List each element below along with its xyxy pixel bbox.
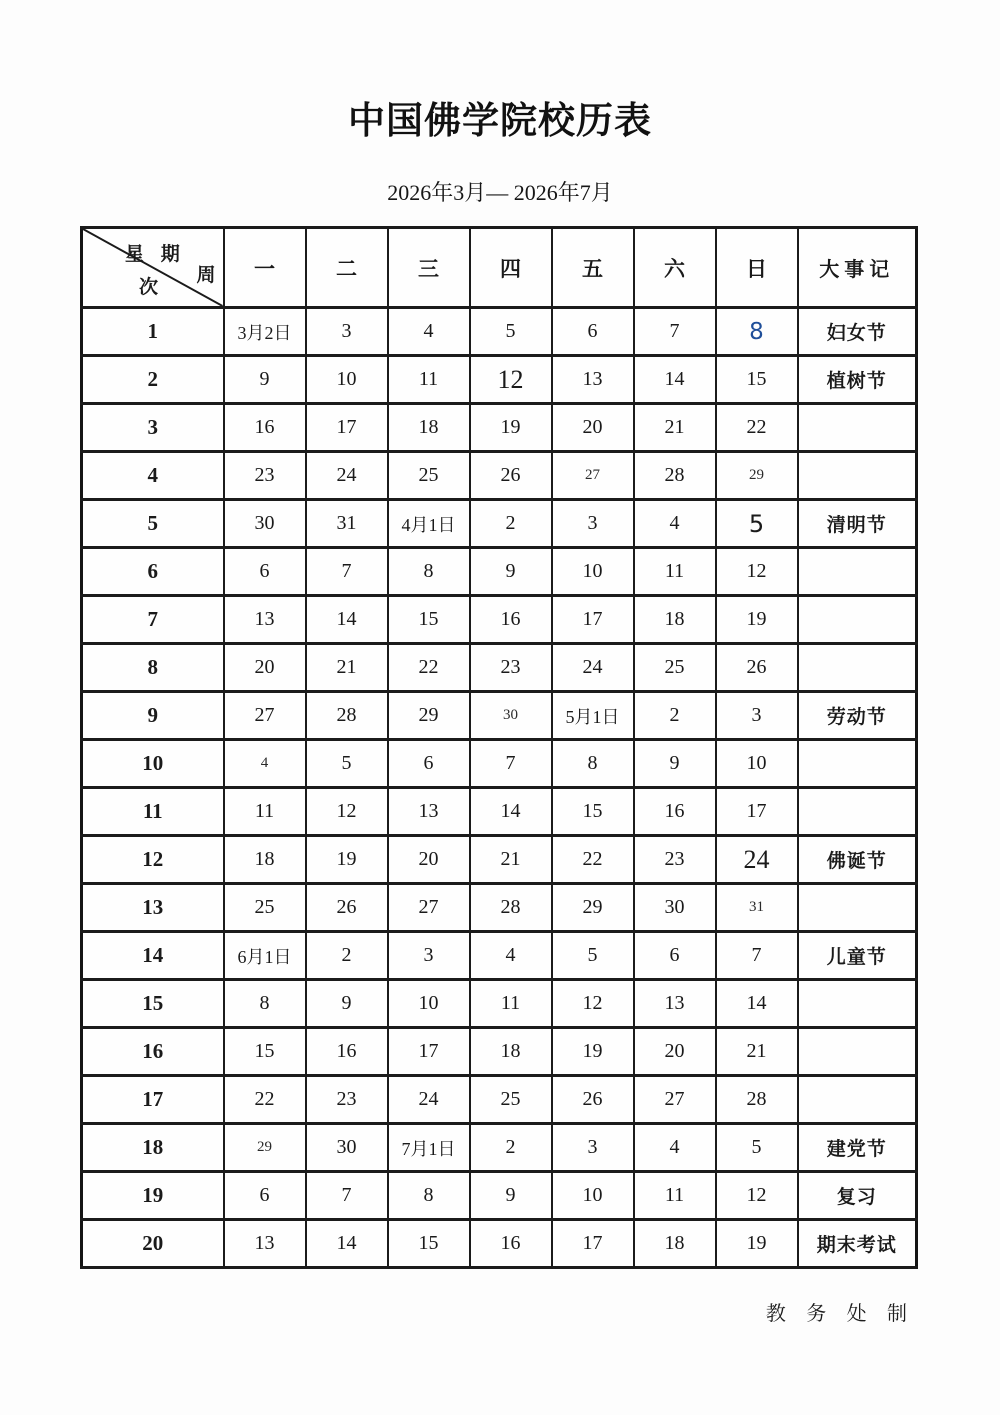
day-cell: 22 (388, 644, 470, 692)
day-cell: 27 (224, 692, 306, 740)
day-cell: 16 (634, 788, 716, 836)
day-cell: 23 (470, 644, 552, 692)
day-cell: 24 (306, 452, 388, 500)
day-cell: 5月1日 (552, 692, 634, 740)
header-row (82, 228, 917, 308)
day-cell: 23 (306, 1076, 388, 1124)
day-cell: 11 (224, 788, 306, 836)
calendar-row (82, 1028, 917, 1076)
event-cell: 佛诞节 (798, 836, 917, 884)
day-cell: 14 (306, 1220, 388, 1268)
event-cell (798, 788, 917, 836)
event-cell (798, 644, 917, 692)
day-cell: 22 (224, 1076, 306, 1124)
page-title: 中国佛学院校历表 (348, 101, 652, 142)
day-cell: 15 (388, 596, 470, 644)
calendar-row (82, 356, 917, 404)
day-header-tue: 二 (306, 228, 388, 308)
day-cell: 4 (388, 308, 470, 356)
event-cell (798, 1028, 917, 1076)
day-cell: 16 (306, 1028, 388, 1076)
event-cell: 儿童节 (798, 932, 917, 980)
day-cell: 23 (224, 452, 306, 500)
event-cell (798, 884, 917, 932)
week-number-cell: 16 (82, 1028, 224, 1076)
day-cell: 29 (716, 452, 798, 500)
day-cell: 13 (388, 788, 470, 836)
day-cell: 26 (552, 1076, 634, 1124)
calendar-row (82, 1076, 917, 1124)
day-cell: 10 (388, 980, 470, 1028)
day-cell: 4 (634, 500, 716, 548)
day-cell: 7 (470, 740, 552, 788)
day-cell: 24 (552, 644, 634, 692)
day-cell: 6 (552, 308, 634, 356)
day-cell: 14 (634, 356, 716, 404)
day-cell: 17 (306, 404, 388, 452)
week-number-cell: 17 (82, 1076, 224, 1124)
day-cell: 27 (634, 1076, 716, 1124)
day-cell: 7 (716, 932, 798, 980)
day-cell: 22 (716, 404, 798, 452)
day-cell: 5 (470, 308, 552, 356)
day-cell: 14 (306, 596, 388, 644)
day-cell: 9 (634, 740, 716, 788)
day-cell: 13 (552, 356, 634, 404)
day-cell: 18 (634, 596, 716, 644)
day-cell: 13 (224, 1220, 306, 1268)
day-cell: 18 (470, 1028, 552, 1076)
event-cell: 期末考试 (798, 1220, 917, 1268)
day-cell: 21 (634, 404, 716, 452)
corner-weekday-label: 星 期 (125, 244, 186, 265)
day-cell: 5 (716, 500, 798, 548)
day-cell: 6 (224, 548, 306, 596)
day-cell: 15 (388, 1220, 470, 1268)
day-cell: 12 (470, 356, 552, 404)
day-cell: 3 (552, 1124, 634, 1172)
day-cell: 8 (388, 548, 470, 596)
week-number-cell: 18 (82, 1124, 224, 1172)
day-cell: 12 (306, 788, 388, 836)
week-number-cell: 9 (82, 692, 224, 740)
day-cell: 8 (224, 980, 306, 1028)
corner-header-cell (82, 228, 224, 308)
corner-zhou-label: 周 (196, 265, 216, 286)
calendar-row (82, 500, 917, 548)
day-cell: 5 (306, 740, 388, 788)
day-cell: 13 (224, 596, 306, 644)
day-cell: 15 (552, 788, 634, 836)
calendar-row (82, 644, 917, 692)
calendar-row (82, 404, 917, 452)
day-cell: 20 (224, 644, 306, 692)
day-cell: 14 (470, 788, 552, 836)
week-number-cell: 13 (82, 884, 224, 932)
day-cell: 27 (552, 452, 634, 500)
day-cell: 3月2日 (224, 308, 306, 356)
day-cell: 6 (224, 1172, 306, 1220)
event-cell (798, 1076, 917, 1124)
day-cell: 2 (470, 1124, 552, 1172)
week-number-cell: 1 (82, 308, 224, 356)
week-number-cell: 5 (82, 500, 224, 548)
day-cell: 15 (716, 356, 798, 404)
week-number-cell: 14 (82, 932, 224, 980)
calendar-row (82, 932, 917, 980)
week-number-cell: 4 (82, 452, 224, 500)
day-cell: 4 (470, 932, 552, 980)
day-cell: 28 (716, 1076, 798, 1124)
day-cell: 6 (634, 932, 716, 980)
day-header-sat: 六 (634, 228, 716, 308)
week-number-cell: 10 (82, 740, 224, 788)
day-cell: 21 (470, 836, 552, 884)
event-cell: 清明节 (798, 500, 917, 548)
calendar-body (82, 308, 917, 1268)
calendar-row (82, 548, 917, 596)
day-cell: 16 (224, 404, 306, 452)
day-cell: 7 (634, 308, 716, 356)
week-number-cell: 8 (82, 644, 224, 692)
day-cell: 19 (306, 836, 388, 884)
day-cell: 13 (634, 980, 716, 1028)
calendar-row (82, 740, 917, 788)
day-cell: 3 (388, 932, 470, 980)
day-cell: 7月1日 (388, 1124, 470, 1172)
day-cell: 31 (306, 500, 388, 548)
week-number-cell: 19 (82, 1172, 224, 1220)
day-cell: 9 (470, 548, 552, 596)
day-cell: 12 (716, 1172, 798, 1220)
day-header-thu: 四 (470, 228, 552, 308)
day-cell: 16 (470, 596, 552, 644)
day-cell: 24 (716, 836, 798, 884)
day-cell: 25 (224, 884, 306, 932)
day-cell: 17 (388, 1028, 470, 1076)
day-cell: 18 (388, 404, 470, 452)
day-cell: 4月1日 (388, 500, 470, 548)
events-header: 大事记 (798, 228, 917, 308)
day-cell: 2 (470, 500, 552, 548)
day-cell: 9 (224, 356, 306, 404)
day-cell: 26 (306, 884, 388, 932)
day-cell: 14 (716, 980, 798, 1028)
corner-ci-label: 次 (139, 277, 159, 298)
day-cell: 25 (634, 644, 716, 692)
day-cell: 16 (470, 1220, 552, 1268)
event-cell: 建党节 (798, 1124, 917, 1172)
week-number-cell: 12 (82, 836, 224, 884)
calendar-row (82, 308, 917, 356)
day-cell: 18 (634, 1220, 716, 1268)
event-cell: 植树节 (798, 356, 917, 404)
day-cell: 26 (716, 644, 798, 692)
day-cell: 6月1日 (224, 932, 306, 980)
day-cell: 12 (716, 548, 798, 596)
day-cell: 10 (716, 740, 798, 788)
day-cell: 29 (552, 884, 634, 932)
day-cell: 5 (552, 932, 634, 980)
day-cell: 19 (716, 1220, 798, 1268)
calendar-row (82, 1220, 917, 1268)
footer-credit: 教 务 处 制 (765, 1301, 914, 1325)
day-cell: 10 (306, 356, 388, 404)
day-header-sun: 日 (716, 228, 798, 308)
calendar-table (80, 226, 918, 1269)
day-cell: 25 (388, 452, 470, 500)
event-cell: 复习 (798, 1172, 917, 1220)
event-cell (798, 404, 917, 452)
day-cell: 30 (634, 884, 716, 932)
event-cell (798, 980, 917, 1028)
calendar-row (82, 692, 917, 740)
day-cell: 17 (552, 1220, 634, 1268)
day-cell: 30 (224, 500, 306, 548)
day-cell: 6 (388, 740, 470, 788)
day-cell: 21 (306, 644, 388, 692)
calendar-row (82, 884, 917, 932)
week-number-cell: 6 (82, 548, 224, 596)
day-cell: 25 (470, 1076, 552, 1124)
event-cell: 妇女节 (798, 308, 917, 356)
day-cell: 28 (470, 884, 552, 932)
week-number-cell: 3 (82, 404, 224, 452)
day-cell: 8 (552, 740, 634, 788)
day-cell: 10 (552, 548, 634, 596)
day-cell: 8 (716, 308, 798, 356)
day-cell: 21 (716, 1028, 798, 1076)
day-cell: 9 (306, 980, 388, 1028)
day-cell: 10 (552, 1172, 634, 1220)
week-number-cell: 15 (82, 980, 224, 1028)
day-cell: 28 (634, 452, 716, 500)
day-cell: 3 (552, 500, 634, 548)
event-cell (798, 548, 917, 596)
calendar-row (82, 452, 917, 500)
day-cell: 28 (306, 692, 388, 740)
event-cell (798, 596, 917, 644)
week-number-cell: 11 (82, 788, 224, 836)
calendar-row (82, 788, 917, 836)
day-cell: 11 (470, 980, 552, 1028)
day-cell: 15 (224, 1028, 306, 1076)
day-cell: 8 (388, 1172, 470, 1220)
calendar-row (82, 1172, 917, 1220)
day-cell: 20 (388, 836, 470, 884)
week-number-cell: 20 (82, 1220, 224, 1268)
event-cell: 劳动节 (798, 692, 917, 740)
day-cell: 11 (388, 356, 470, 404)
day-cell: 2 (306, 932, 388, 980)
calendar-row (82, 596, 917, 644)
day-cell: 3 (306, 308, 388, 356)
day-cell: 5 (716, 1124, 798, 1172)
day-header-mon: 一 (224, 228, 306, 308)
day-cell: 27 (388, 884, 470, 932)
day-cell: 22 (552, 836, 634, 884)
date-range-subtitle: 2026年3月— 2026年7月 (387, 180, 613, 205)
calendar-row (82, 980, 917, 1028)
day-cell: 18 (224, 836, 306, 884)
day-cell: 4 (224, 740, 306, 788)
day-cell: 19 (470, 404, 552, 452)
calendar-row (82, 1124, 917, 1172)
day-cell: 11 (634, 1172, 716, 1220)
day-cell: 19 (716, 596, 798, 644)
day-cell: 30 (470, 692, 552, 740)
day-cell: 2 (634, 692, 716, 740)
day-cell: 17 (552, 596, 634, 644)
day-cell: 17 (716, 788, 798, 836)
day-cell: 29 (388, 692, 470, 740)
day-cell: 3 (716, 692, 798, 740)
day-cell: 19 (552, 1028, 634, 1076)
day-header-wed: 三 (388, 228, 470, 308)
day-cell: 9 (470, 1172, 552, 1220)
day-cell: 7 (306, 548, 388, 596)
day-cell: 30 (306, 1124, 388, 1172)
calendar-row (82, 836, 917, 884)
day-cell: 31 (716, 884, 798, 932)
day-cell: 11 (634, 548, 716, 596)
day-cell: 4 (634, 1124, 716, 1172)
day-cell: 20 (552, 404, 634, 452)
day-cell: 20 (634, 1028, 716, 1076)
day-cell: 23 (634, 836, 716, 884)
event-cell (798, 740, 917, 788)
day-cell: 26 (470, 452, 552, 500)
day-cell: 12 (552, 980, 634, 1028)
week-number-cell: 2 (82, 356, 224, 404)
week-number-cell: 7 (82, 596, 224, 644)
day-cell: 7 (306, 1172, 388, 1220)
day-cell: 29 (224, 1124, 306, 1172)
day-cell: 24 (388, 1076, 470, 1124)
event-cell (798, 452, 917, 500)
day-header-fri: 五 (552, 228, 634, 308)
